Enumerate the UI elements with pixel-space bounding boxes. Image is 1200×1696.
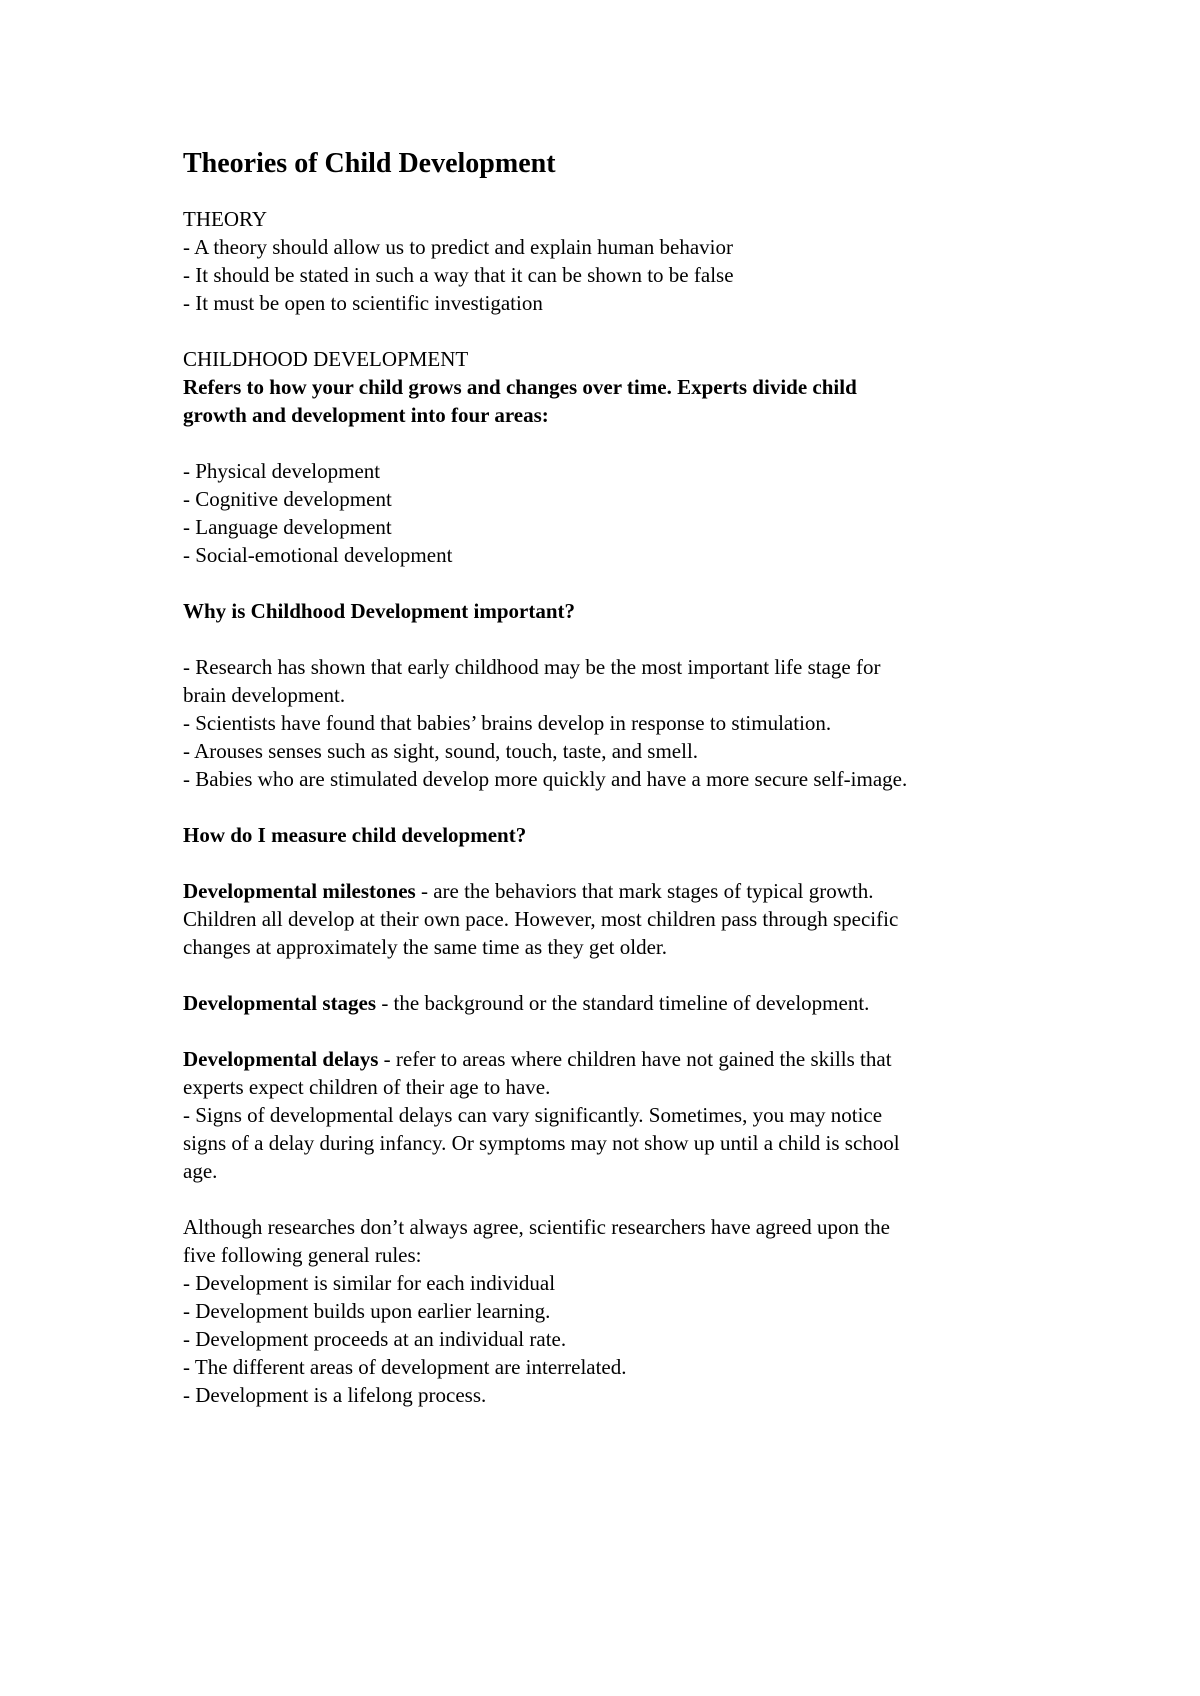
- list-item: - Arouses senses such as sight, sound, touch, taste, and smell.: [183, 739, 699, 763]
- list-item: - Physical development: [183, 459, 381, 483]
- document-body: [183, 146, 1063, 1409]
- delays-text: experts expect children of their age to have.: [183, 1075, 551, 1099]
- stages-paragraph: [183, 989, 1063, 1017]
- milestones-term: Developmental milestones: [183, 879, 416, 903]
- stages-term: Developmental stages: [183, 991, 377, 1015]
- list-item: - Language development: [183, 515, 392, 539]
- milestones-text: Children all develop at their own pace. However, most children pass through specific: [183, 907, 899, 931]
- theory-heading: THEORY: [183, 207, 267, 231]
- childhood-intro: growth and development into four areas:: [183, 403, 549, 427]
- list-item: - Development is a lifelong process.: [183, 1383, 487, 1407]
- theory-item: - It must be open to scientific investigation: [183, 291, 543, 315]
- development-areas-list: [183, 457, 1063, 569]
- rules-intro: Although researches don’t always agree, scientific researchers have agreed upon the: [183, 1215, 890, 1239]
- list-item: - Development builds upon earlier learning.: [183, 1299, 551, 1323]
- list-item: brain development.: [183, 683, 346, 707]
- list-item: - Social-emotional development: [183, 543, 453, 567]
- childhood-heading: CHILDHOOD DEVELOPMENT: [183, 347, 469, 371]
- document-title: Theories of Child Development: [183, 148, 556, 179]
- importance-section: [183, 597, 1063, 625]
- list-item: - Research has shown that early childhood may be the most important life stage for: [183, 655, 881, 679]
- rules-intro: five following general rules:: [183, 1243, 422, 1267]
- theory-item: - A theory should allow us to predict and explain human behavior: [183, 235, 733, 259]
- stages-text: - the background or the standard timeline of development.: [376, 991, 870, 1015]
- childhood-section: [183, 345, 1063, 429]
- milestones-text: - are the behaviors that mark stages of typical growth.: [415, 879, 874, 903]
- delays-term: Developmental delays: [183, 1047, 379, 1071]
- rules-section: [183, 1213, 1063, 1409]
- list-item: - Development is similar for each individual: [183, 1271, 556, 1295]
- milestones-text: changes at approximately the same time as they get older.: [183, 935, 668, 959]
- theory-item: - It should be stated in such a way that it can be shown to be false: [183, 263, 734, 287]
- list-item: - The different areas of development are interrelated.: [183, 1355, 627, 1379]
- importance-list: [183, 653, 1063, 793]
- list-item: - Development proceeds at an individual rate.: [183, 1327, 567, 1351]
- delays-text: signs of a delay during infancy. Or symptoms may not show up until a child is school: [183, 1131, 900, 1155]
- delays-text: - refer to areas where children have not gained the skills that: [378, 1047, 892, 1071]
- list-item: - Scientists have found that babies’ brains develop in response to stimulation.: [183, 711, 832, 735]
- importance-heading: Why is Childhood Development important?: [183, 599, 576, 623]
- delays-text: age.: [183, 1159, 218, 1183]
- childhood-intro: Refers to how your child grows and changes over time. Experts divide child: [183, 375, 857, 399]
- list-item: - Babies who are stimulated develop more quickly and have a more secure self-image.: [183, 767, 908, 791]
- milestones-paragraph: [183, 877, 1063, 961]
- measure-section: [183, 821, 1063, 849]
- theory-section: [183, 205, 1063, 317]
- delays-paragraph: [183, 1045, 1063, 1185]
- delays-text: - Signs of developmental delays can vary significantly. Sometimes, you may notice: [183, 1103, 883, 1127]
- list-item: - Cognitive development: [183, 487, 392, 511]
- measure-heading: How do I measure child development?: [183, 823, 527, 847]
